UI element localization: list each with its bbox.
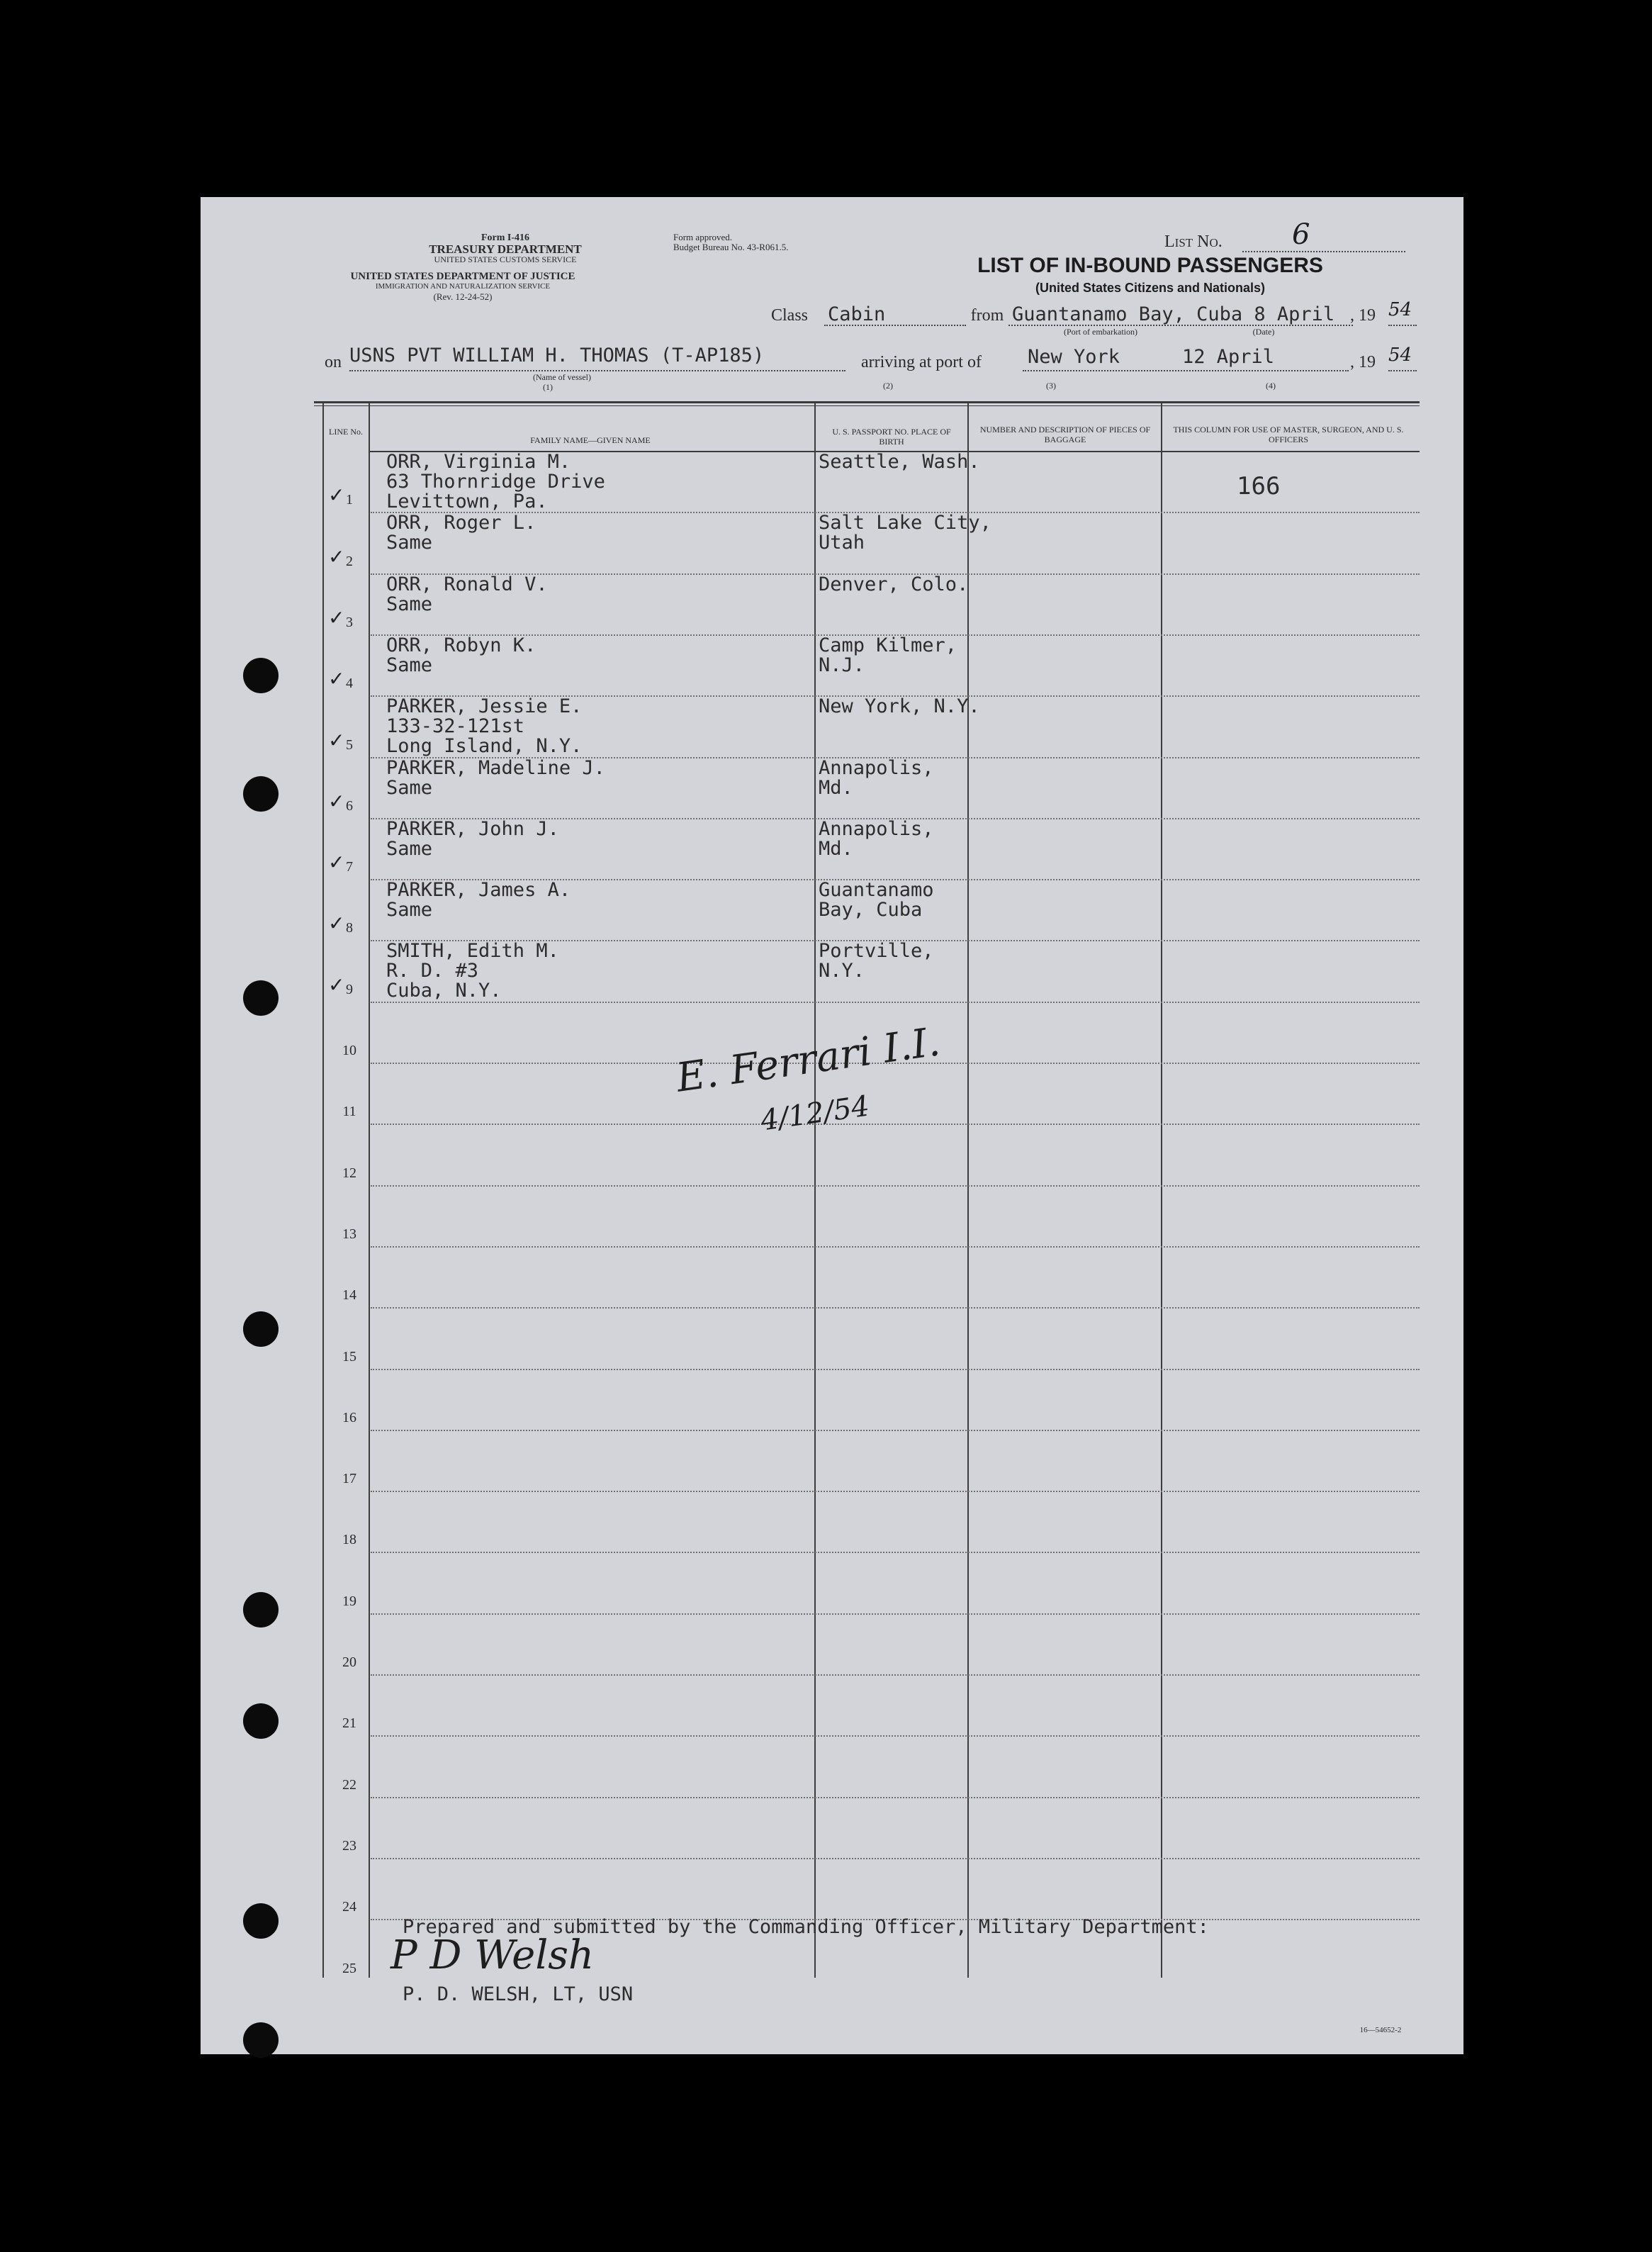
prepared-statement: Prepared and submitted by the Commanding Officer, Military Department: <box>403 1916 1209 1938</box>
place-of-birth: New York, N.Y. <box>819 695 980 718</box>
passenger-address: Cuba, N.Y. <box>386 980 502 1002</box>
row-separator <box>371 1491 1420 1492</box>
check-mark-icon: ✓ <box>328 667 345 691</box>
row-separator <box>371 1674 1420 1676</box>
place-of-birth: Guantanamo <box>819 879 934 902</box>
baggage-divider <box>1161 403 1162 1978</box>
table-top-rule <box>314 401 1420 403</box>
commanding-officer-signature: P D Welsh <box>390 1932 595 1978</box>
header-name: FAMILY NAME—GIVEN NAME <box>530 435 651 445</box>
vessel-name: USNS PVT WILLIAM H. THOMAS (T-AP185) <box>349 344 765 366</box>
header-baggage: NUMBER AND DESCRIPTION OF PIECES OF BAGGAGE <box>979 425 1151 444</box>
passenger-name: SMITH, Edith M. <box>386 940 559 963</box>
from-label: from <box>970 306 1004 325</box>
port-of-embarkation-caption: (Port of embarkation) <box>1064 327 1137 337</box>
row-separator <box>371 1185 1420 1187</box>
line-number: 2 <box>346 553 353 569</box>
place-of-birth: Md. <box>819 776 853 799</box>
inspector-date: 4/12/54 <box>758 1089 872 1138</box>
form-subtitle: (United States Citizens and Nationals) <box>1035 281 1266 295</box>
row-separator <box>371 1735 1420 1737</box>
line-number: 14 <box>342 1287 356 1304</box>
passenger-address: 63 Thornridge Drive <box>386 471 605 493</box>
line-number: 23 <box>342 1837 356 1854</box>
passenger-name: PARKER, Jessie E. <box>386 695 583 718</box>
row-separator <box>371 1124 1420 1125</box>
form-title: LIST OF IN-BOUND PASSENGERS <box>977 254 1323 277</box>
place-of-birth: Annapolis, <box>819 756 934 779</box>
line-number: 22 <box>342 1776 356 1793</box>
row-separator <box>371 1002 1420 1003</box>
treasury-department: TREASURY DEPARTMENT <box>429 242 582 256</box>
line-number: 12 <box>342 1165 356 1181</box>
arriving-label: arriving at port of <box>861 353 982 371</box>
passenger-name: ORR, Robyn K. <box>386 634 536 656</box>
signer-name: P. D. WELSH, LT, USN <box>403 1983 634 2005</box>
passenger-address: Same <box>386 654 433 676</box>
row-separator <box>371 1858 1420 1859</box>
passenger-address: Long Island, N.Y. <box>386 735 583 758</box>
name-divider <box>814 403 816 1978</box>
line-number: 7 <box>346 859 353 875</box>
arrival-date: 12 April <box>1182 346 1275 368</box>
place-of-birth: Seattle, Wash. <box>819 451 980 473</box>
passenger-name: ORR, Virginia M. <box>386 451 571 473</box>
class-value: Cabin <box>828 303 886 325</box>
place-of-birth: N.Y. <box>819 960 865 982</box>
passenger-list-form <box>201 197 1463 2054</box>
passenger-name: ORR, Roger L. <box>386 512 536 534</box>
line-number: 19 <box>342 1593 356 1609</box>
passenger-address: Same <box>386 532 433 554</box>
line-number: 25 <box>342 1960 356 1976</box>
department-of-justice: UNITED STATES DEPARTMENT OF JUSTICE <box>350 271 575 282</box>
line-number: 18 <box>342 1532 356 1548</box>
check-mark-icon: ✓ <box>328 728 345 752</box>
budget-bureau-no: Budget Bureau No. 43-R061.5. <box>673 242 789 252</box>
vessel-caption: (Name of vessel) <box>533 372 591 382</box>
port-of-embarkation: Guantanamo Bay, Cuba 8 April <box>1012 303 1335 325</box>
table-top-rule-2 <box>314 405 1420 406</box>
form-number: Form I-416 <box>481 233 530 243</box>
inspector-signature: E. Ferrari I.I. <box>673 1019 943 1102</box>
class-label: Class <box>771 306 809 325</box>
check-mark-icon: ✓ <box>328 851 345 875</box>
header-passport: U. S. PASSPORT NO. PLACE OF BIRTH <box>832 427 951 447</box>
line-number: 15 <box>342 1348 356 1365</box>
line-number: 8 <box>346 920 353 936</box>
passenger-address: Levittown, Pa. <box>386 491 548 512</box>
list-no-value: 6 <box>1292 218 1310 251</box>
row-separator <box>371 1430 1420 1431</box>
arrival-year-suffix: 54 <box>1388 344 1412 366</box>
check-mark-icon: ✓ <box>328 483 345 508</box>
passport-divider <box>967 403 969 1978</box>
print-code: 16—54652-2 <box>1359 2026 1402 2034</box>
check-mark-icon: ✓ <box>328 973 345 997</box>
list-no-label: List No. <box>1164 233 1223 251</box>
revision-date: (Rev. 12-24-52) <box>433 291 493 302</box>
check-mark-icon: ✓ <box>328 544 345 568</box>
date-caption: (Date) <box>1252 327 1275 337</box>
row-separator <box>371 1246 1420 1248</box>
line-number: 9 <box>346 981 353 997</box>
passenger-name: PARKER, Madeline J. <box>386 756 605 779</box>
column-number-1: (2) <box>883 381 893 391</box>
row-separator <box>371 1369 1420 1370</box>
place-of-birth: Utah <box>819 532 865 554</box>
header-officers: THIS COLUMN FOR USE OF MASTER, SURGEON, AND U. S. OFFICERS <box>1173 425 1404 444</box>
line-number: 1 <box>346 492 353 508</box>
line-number: 17 <box>342 1471 356 1487</box>
row-separator <box>371 1613 1420 1615</box>
passenger-address: Same <box>386 837 433 860</box>
passenger-address: Same <box>386 899 433 921</box>
table-left-border <box>322 403 324 1978</box>
place-of-birth: Salt Lake City, <box>819 512 991 534</box>
header-line-no: LINE No. <box>329 427 363 437</box>
column-number-3: (4) <box>1266 381 1276 391</box>
passenger-name: PARKER, John J. <box>386 817 559 840</box>
line-number: 11 <box>342 1104 356 1120</box>
place-of-birth: Annapolis, <box>819 817 934 840</box>
column-number-0: (1) <box>543 382 553 392</box>
column-number-2: (3) <box>1046 381 1056 391</box>
check-mark-icon: ✓ <box>328 912 345 936</box>
place-of-birth: Md. <box>819 837 853 860</box>
place-of-birth: Camp Kilmer, <box>819 634 957 656</box>
arrival-year-prefix: , 19 <box>1350 353 1376 371</box>
line-number: 6 <box>346 797 353 814</box>
line-number: 5 <box>346 736 353 753</box>
check-mark-icon: ✓ <box>328 789 345 813</box>
place-of-birth: Denver, Colo. <box>819 573 969 595</box>
from-year-prefix: , 19 <box>1350 306 1376 325</box>
line-number: 4 <box>346 676 353 692</box>
line-number: 24 <box>342 1899 356 1915</box>
line-number: 16 <box>342 1409 356 1425</box>
passenger-address: R. D. #3 <box>386 960 479 982</box>
line-number: 13 <box>342 1226 356 1242</box>
customs-service: UNITED STATES CUSTOMS SERVICE <box>434 254 577 264</box>
line-number: 21 <box>342 1715 356 1732</box>
place-of-birth: Bay, Cuba <box>819 899 923 921</box>
line-no-divider <box>369 403 370 1978</box>
ins-service: IMMIGRATION AND NATURALIZATION SERVICE <box>375 282 551 291</box>
check-mark-icon: ✓ <box>328 605 345 629</box>
from-year-suffix: 54 <box>1388 299 1412 320</box>
line-number: 10 <box>342 1043 356 1058</box>
place-of-birth: Portville, <box>819 940 934 963</box>
passenger-name: ORR, Ronald V. <box>386 573 548 595</box>
line-number: 20 <box>342 1654 356 1670</box>
row-separator <box>371 1552 1420 1553</box>
on-label: on <box>325 353 342 371</box>
line-number: 3 <box>346 614 353 630</box>
form-approved: Form approved. <box>673 232 733 242</box>
passenger-address: Same <box>386 593 433 615</box>
row-separator <box>371 1797 1420 1798</box>
place-of-birth: N.J. <box>819 654 865 676</box>
officer-note: 166 <box>1237 472 1281 500</box>
passenger-name: PARKER, James A. <box>386 879 571 902</box>
passenger-address: 133-32-121st <box>386 715 525 738</box>
row-separator <box>371 1307 1420 1309</box>
arrival-port: New York <box>1028 346 1120 368</box>
passenger-address: Same <box>386 776 433 799</box>
